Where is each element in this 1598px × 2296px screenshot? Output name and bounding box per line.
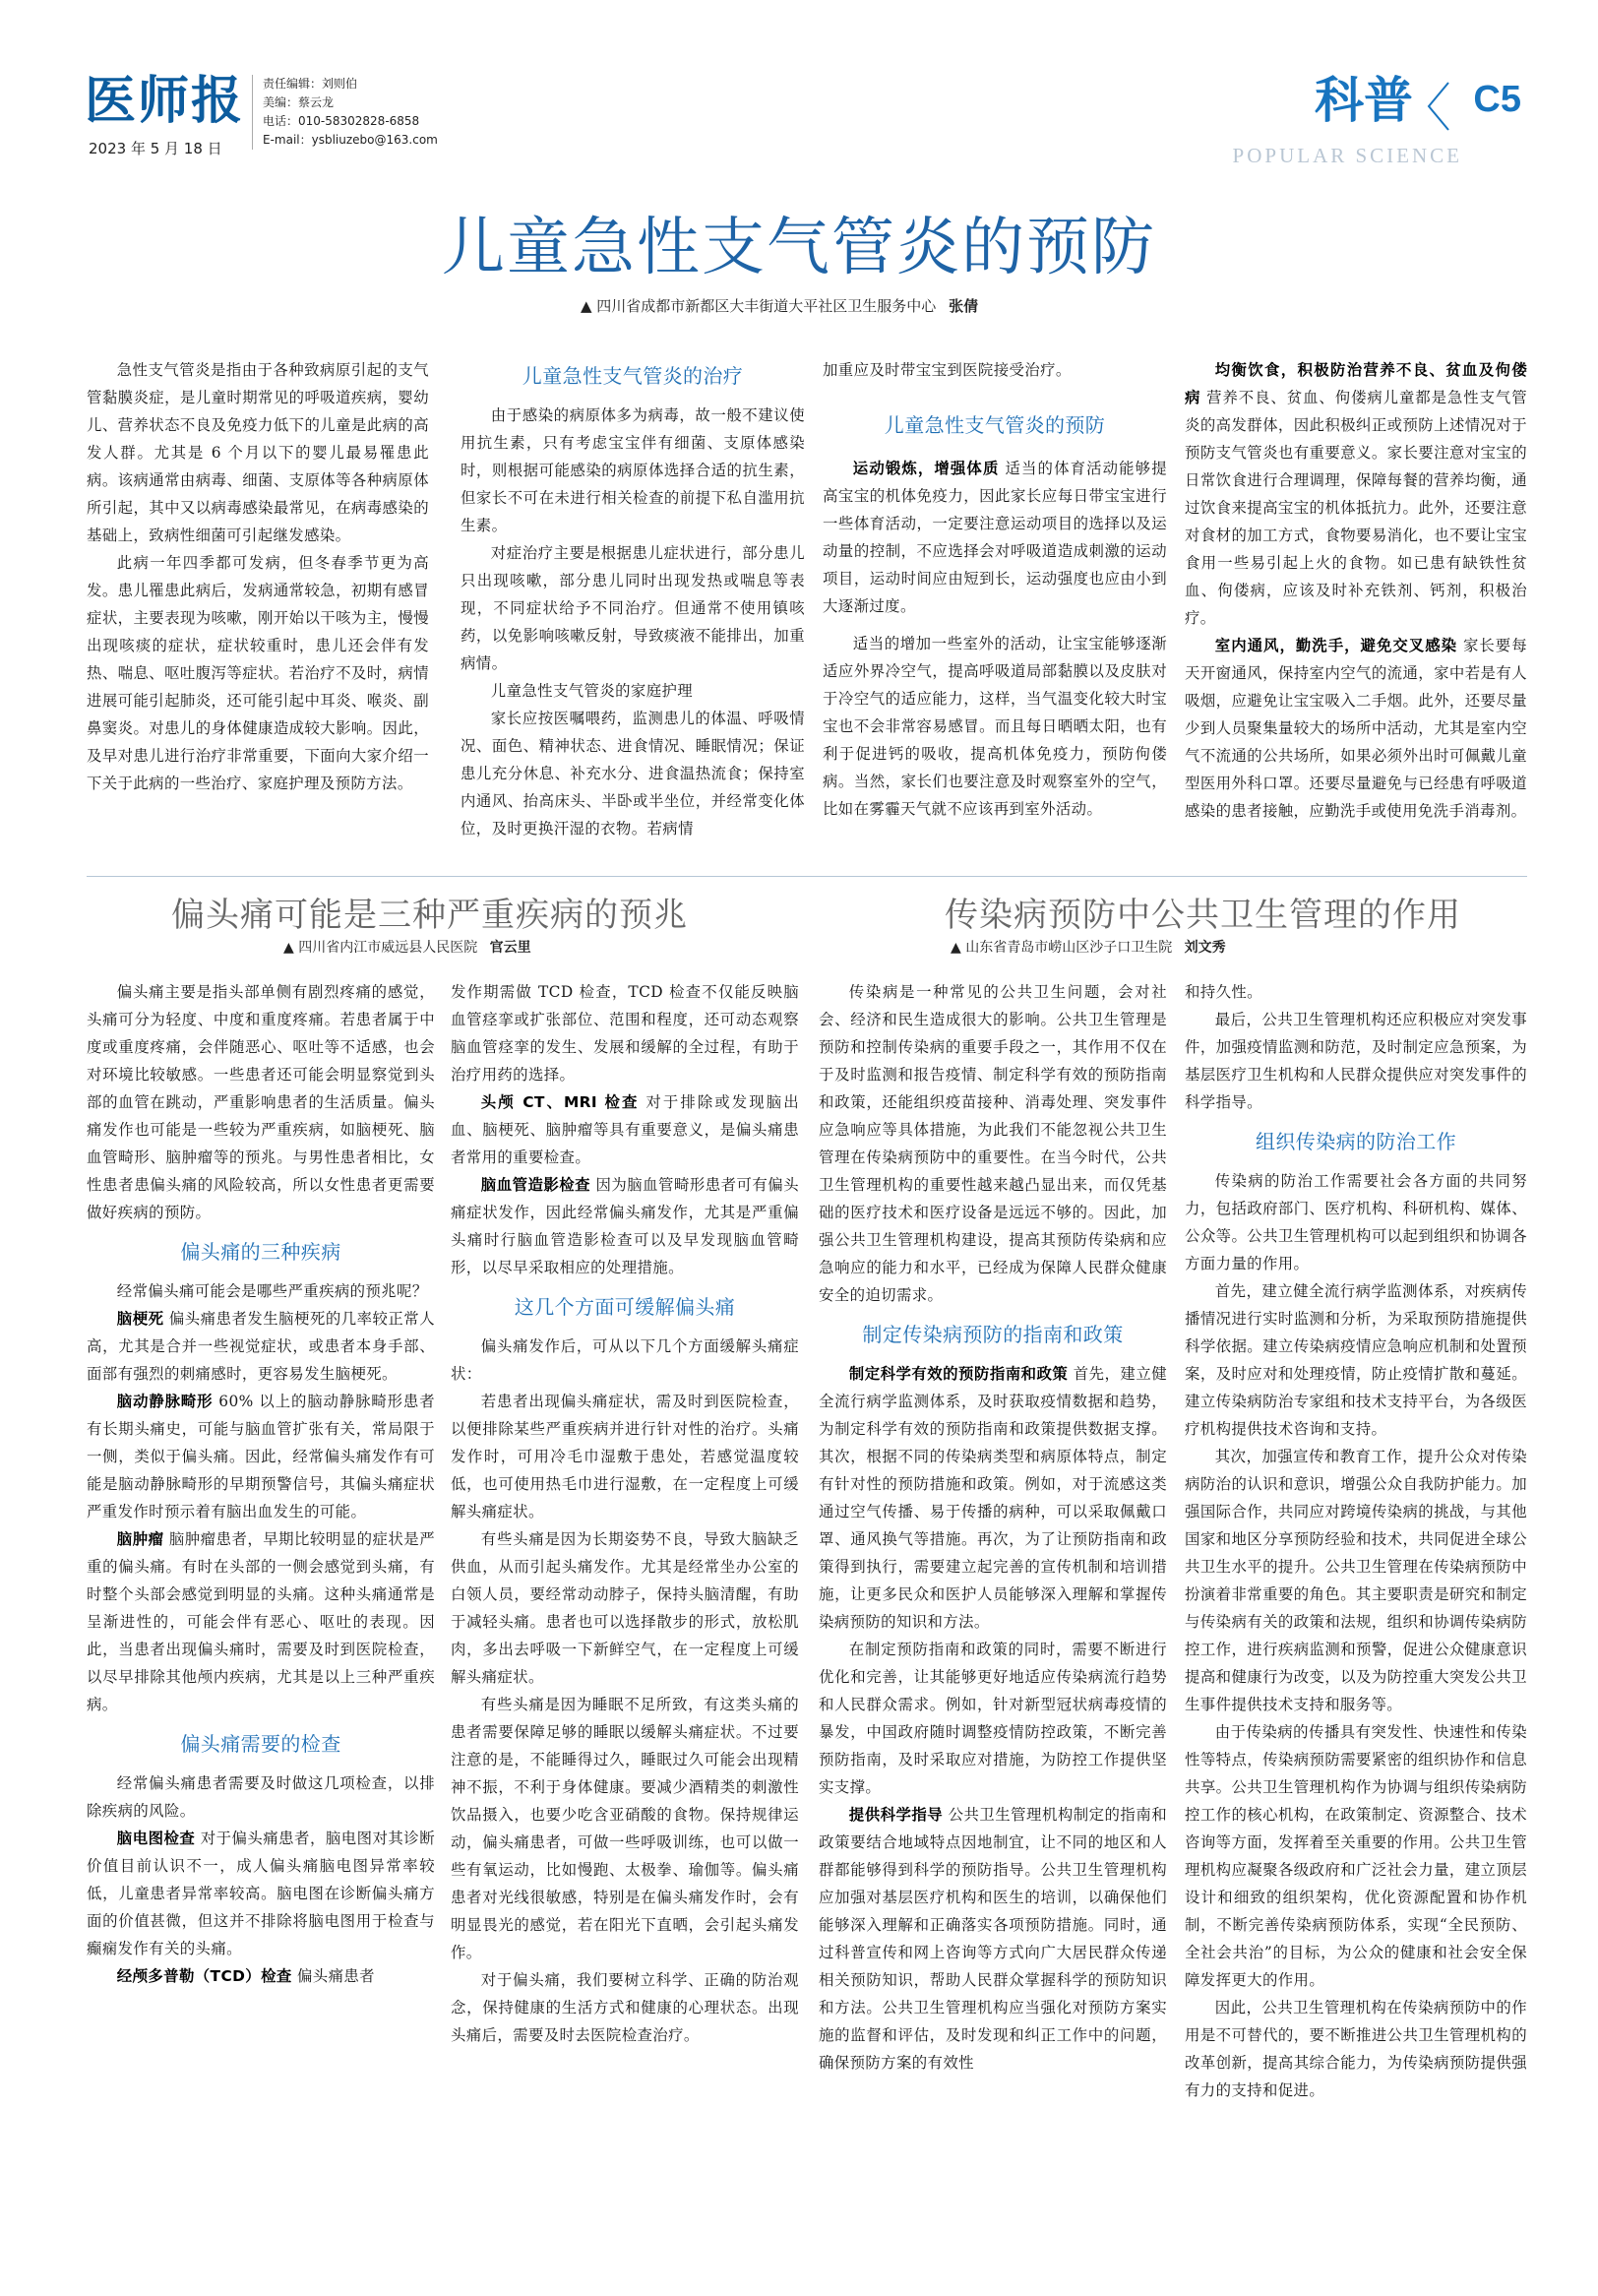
article1-byline bbox=[581, 295, 978, 316]
subheading: 儿童急性支气管炎的治疗 bbox=[522, 364, 744, 388]
paragraph: 室内通风，勤洗手，避免交叉感染 家长要每天开窗通风，保持室内空气的流通，家中若是有人吸烟，应避免让宝宝吸入二手烟。此外，还要尽量少到人员聚集量较大的场所中活动，尤其是室内空气不流通的公共场所，如果必须外出时可佩戴儿童型医用外科口罩。还要尽量避免与已经患有呼吸道感染的患者接触，应勤洗手或使用免洗手消毒剂。 bbox=[1185, 637, 1527, 820]
paragraph: 有些头痛是因为长期姿势不良，导致大脑缺乏供血，从而引起头痛发作。尤其是经常坐办公室的白领人员，要经常动动脖子，保持头脑清醒，有助于减轻头痛。患者也可以选择散步的形式，放松肌肉，多出去呼吸一下新鲜空气，在一定程度上可缓解头痛症状。 bbox=[451, 1530, 799, 1686]
article3-byline bbox=[951, 937, 1226, 957]
article2-affiliation: ▲ 四川省内江市威远县人民医院 bbox=[283, 940, 478, 956]
masthead bbox=[85, 71, 1521, 165]
paragraph: 均衡饮食，积极防治营养不良、贫血及佝偻病 营养不良、贫血、佝偻病儿童都是急性支气管炎的高发群体，因此积极纠正或预防上述情况对于预防支气管炎也有重要意义。家长要注意对宝宝的日常饮食进行合理调理，保障每餐的营养均衡，通过饮食来提高宝宝的机体抵抗力。此外，还要注意对食材的加工方式，食物要易消化，也不要让宝宝食用一些易引起上火的食物。如已患有缺铁性贫血、佝偻病，应该及时补充铁剂、钙剂，积极治疗。 bbox=[1185, 361, 1527, 627]
paragraph: 经颅多普勒（TCD）检查 偏头痛患者 bbox=[116, 1967, 375, 1985]
page-number: C5 bbox=[1473, 79, 1521, 120]
paragraph: 适当的增加一些室外的活动，让宝宝能够逐渐适应外界冷空气，提高呼吸道局部黏膜以及皮肤对于冷空气的适应能力，这样，当气温变化较大时宝宝也不会非常容易感冒。而且每日晒晒太阳，也有利于促进钙的吸收，提高机体免疫力，预防佝偻病。当然，家长们也要注意及时观察室外的空气，比如在雾霾天气就不应该再到室外活动。 bbox=[823, 635, 1167, 818]
article1-author: 张倩 bbox=[949, 297, 979, 315]
subheading: 偏头痛的三种疾病 bbox=[180, 1240, 341, 1264]
phone: 电话：010-58302828-6858 bbox=[263, 114, 420, 128]
article1-column-3 bbox=[823, 356, 1167, 823]
newspaper-logo: 医师报 bbox=[85, 72, 245, 131]
paragraph: 对症治疗主要是根据患儿症状进行，部分患儿只出现咳嗽，部分患儿同时出现发热或喘息等表现，不同症状给予不同治疗。但通常不使用镇咳药，以免影响咳嗽反射，导致痰液不能排出，加重病情。 bbox=[461, 544, 805, 672]
subheading: 组织传染病的防治工作 bbox=[1256, 1130, 1456, 1153]
article1-column-2 bbox=[461, 350, 805, 842]
article1-title: 儿童急性支气管炎的预防 bbox=[442, 212, 1156, 284]
article3-title: 传染病预防中公共卫生管理的作用 bbox=[945, 896, 1461, 935]
article2-column-1 bbox=[87, 978, 435, 1990]
designer: 美编：蔡云龙 bbox=[263, 95, 335, 109]
paragraph: 运动锻炼，增强体质 适当的体育活动能够提高宝宝的机体免疫力，因此家长应每日带宝宝进行一些体育活动，一定要注意运动项目的选择以及运动量的控制，不应选择会对呼吸道造成刺激的运动项目，运动时间应由短到长，运动强度也应由小到大逐渐过度。 bbox=[823, 460, 1167, 615]
paragraph: 脑动静脉畸形 60% 以上的脑动静脉畸形患者有长期头痛史，可能与脑血管扩张有关，常局限于一侧，类似于偏头痛。因此，经常偏头痛发作有可能是脑动静脉畸形的早期预警信号，其偏头痛症状严重发作时预示着有脑出血发生的可能。 bbox=[87, 1393, 435, 1520]
section-header bbox=[1187, 71, 1521, 165]
subheading: 这几个方面可缓解偏头痛 bbox=[514, 1295, 736, 1319]
paragraph: 家长应按医嘱喂药，监测患儿的体温、呼吸情况、面色、精神状态、进食情况、睡眠情况；保证患儿充分休息、补充水分、进食温热流食；保持室内通风、抬高床头、半卧或半坐位，并经常变化体位，及时更换汗湿的衣物。若病情 bbox=[461, 710, 805, 838]
paragraph: 对于偏头痛，我们要树立科学、正确的防治观念，保持健康的生活方式和健康的心理状态。出现头痛后，需要及时去医院检查治疗。 bbox=[451, 1971, 799, 2044]
paragraph: 此病一年四季都可发病，但冬春季节更为高发。患儿罹患此病后，发病通常较急，初期有感冒症状，主要表现为咳嗽，刚开始以干咳为主，慢慢出现咳痰的症状，症状较重时，患儿还会伴有发热、喘息、呕吐腹泻等症状。若治疗不及时，病情进展可能引起肺炎，还可能引起中耳炎、喉炎、副鼻窦炎。对患儿的身体健康造成较大影响。因此，及早对患儿进行治疗非常重要，下面向大家介绍一下关于此病的一些治疗、家庭护理及预防方法。 bbox=[87, 554, 429, 792]
lead-phrase: 制定科学有效的预防指南和政策 bbox=[848, 1365, 1069, 1383]
article3-column-2 bbox=[1185, 978, 1527, 2104]
subheading: 偏头痛需要的检查 bbox=[180, 1732, 341, 1756]
lead-phrase: 均衡饮食，积极防治营养不良、贫血及佝偻病 bbox=[1185, 361, 1527, 406]
subheading: 儿童急性支气管炎的预防 bbox=[884, 413, 1106, 437]
article2-author: 官云里 bbox=[489, 940, 531, 956]
article2-title: 偏头痛可能是三种严重疾病的预兆 bbox=[171, 896, 688, 935]
paragraph: 由于感染的病原体多为病毒，故一般不建议使用抗生素，只有考虑宝宝伴有细菌、支原体感染时，则根据可能感染的病原体选择合适的抗生素，但家长不可在未进行相关检查的前提下私自滥用抗生素。 bbox=[461, 406, 805, 534]
lead-phrase: 脑肿瘤 bbox=[116, 1530, 164, 1548]
paragraph: 发作期需做 TCD 检查，TCD 检查不仅能反映脑血管痉挛或扩张部位、范围和程度，还可动态观察脑血管痉挛的发生、发展和缓解的全过程，有助于治疗用药的选择。 bbox=[451, 983, 799, 1084]
paragraph: 加重应及时带宝宝到医院接受治疗。 bbox=[823, 361, 1072, 379]
lead-phrase: 脑血管造影检查 bbox=[480, 1176, 591, 1194]
paragraph: 脑梗死 偏头痛患者发生脑梗死的几率较正常人高，尤其是合并一些视觉症状，或患者本身手部、面部有强烈的刺痛感时，更容易发生脑梗死。 bbox=[87, 1310, 435, 1383]
paragraph: 经常偏头痛可能会是哪些严重疾病的预兆呢？ bbox=[116, 1282, 428, 1300]
paragraph: 其次，加强宣传和教育工作，提升公众对传染病防治的认识和意识，增强公众自我防护能力。加强国际合作，共同应对跨境传染病的挑战，与其他国家和地区分享预防经验和技术，共同促进全球公共卫生水平的提升。公共卫生管理在传染病预防中扮演着非常重要的角色。其主要职责是研究和制定与传染病有关的政策和法规，组织和协调传染病防控工作，进行疾病监测和预警，促进公众健康意识提高和健康行为改变，以及为防控重大突发公共卫生事件提供技术支持和服务等。 bbox=[1185, 1448, 1527, 1713]
lead-phrase: 脑动静脉畸形 bbox=[116, 1393, 214, 1410]
subheading: 制定传染病预防的指南和政策 bbox=[862, 1323, 1124, 1346]
chevron-left-icon bbox=[1423, 79, 1452, 134]
paragraph: 和持久性。 bbox=[1185, 983, 1262, 1001]
lead-phrase: 室内通风，勤洗手，避免交叉感染 bbox=[1214, 637, 1458, 654]
paragraph: 传染病是一种常见的公共卫生问题，会对社会、经济和民生造成很大的影响。公共卫生管理是预防和控制传染病的重要手段之一，其作用不仅在于及时监测和报告疫情、制定科学有效的预防指南和政策，还能组织疫苗接种、消毒处理、突发事件应急响应等具体措施，为此我们不能忽视公共卫生管理在传染病预防中的重要性。在当今时代，公共卫生管理机构的重要性越来越凸显出来，而仅凭基础的医疗技术和医疗设备是远远不够的。因此，加强公共卫生管理机构建设，提高其预防传染病和应急响应的能力和水平，已经成为保障人民群众健康安全的迫切需求。 bbox=[819, 983, 1167, 1304]
paragraph: 在制定预防指南和政策的同时，需要不断进行优化和完善，让其能够更好地适应传染病流行趋势和人民群众需求。例如，针对新型冠状病毒疫情的暴发，中国政府随时调整疫情防控政策，不断完善预防指南，及时采取应对措施，为防控工作提供坚实支撑。 bbox=[819, 1641, 1167, 1796]
paragraph: 儿童急性支气管炎的家庭护理 bbox=[490, 682, 694, 700]
divider bbox=[87, 876, 1527, 877]
lead-phrase: 头颅 CT、MRI 检查 bbox=[480, 1093, 640, 1111]
paragraph: 最后，公共卫生管理机构还应积极应对突发事件，加强疫情监测和防范，及时制定应急预案，为基层医疗卫生机构和人民群众提供应对突发事件的科学指导。 bbox=[1185, 1011, 1527, 1111]
issue-date: 2023 年 5 月 18 日 bbox=[89, 140, 222, 157]
paragraph: 传染病的防治工作需要社会各方面的共同努力，包括政府部门、医疗机构、科研机构、媒体、公众等。公共卫生管理机构可以起到组织和协调各方面力量的作用。 bbox=[1185, 1172, 1527, 1272]
editor-info bbox=[252, 75, 438, 150]
lead-phrase: 运动锻炼，增强体质 bbox=[852, 460, 1000, 477]
editor: 责任编辑：刘则伯 bbox=[263, 77, 358, 91]
paragraph: 脑电图检查 对于偏头痛患者，脑电图对其诊断价值目前认识不一，成人偏头痛脑电图异常率较低，儿童患者异常率较高。脑电图在诊断偏头痛方面的价值甚微，但这并不排除将脑电图用于检查与癫痫发作有关的头痛。 bbox=[87, 1830, 435, 1957]
paragraph: 若患者出现偏头痛症状，需及时到医院检查，以便排除某些严重疾病并进行针对性的治疗。头痛发作时，可用冷毛巾湿敷于患处，若感觉温度较低，也可使用热毛巾进行湿敷，在一定程度上可缓解头痛症状。 bbox=[451, 1393, 799, 1520]
paragraph: 头颅 CT、MRI 检查 对于排除或发现脑出血、脑梗死、脑肿瘤等具有重要意义，是偏头痛患者常用的重要检查。 bbox=[451, 1093, 800, 1166]
paragraph: 因此，公共卫生管理机构在传染病预防中的作用是不可替代的，要不断推进公共卫生管理机构的改革创新，提高其综合能力，为传染病预防提供强有力的支持和促进。 bbox=[1185, 1999, 1527, 2099]
paragraph: 制定科学有效的预防指南和政策 首先，建立健全流行病学监测体系，及时获取疫情数据和趋势，为制定科学有效的预防指南和政策提供数据支撑。其次，根据不同的传染病类型和病原体特点，制定有针对性的预防措施和政策。例如，对于流感这类通过空气传播、易于传播的病种，可以采取佩戴口罩、通风换气等措施。再次，为了让预防指南和政策得到执行，需要建立起完善的宣传机制和培训措施，让更多民众和医护人员能够深入理解和掌握传染病预防的知识和方法。 bbox=[819, 1365, 1167, 1631]
paragraph: 有些头痛是因为睡眠不足所致，有这类头痛的患者需要保障足够的睡眠以缓解头痛症状。不过要注意的是，不能睡得过久，睡眠过久可能会出现精神不振，不利于身体健康。要减少酒精类的刺激性饮品摄入，也要少吃含亚硝酸的食物。保持规律运动，偏头痛患者，可做一些呼吸训练，也可以做一些有氧运动，比如慢跑、太极拳、瑜伽等。偏头痛患者对光线很敏感，特别是在偏头痛发作时，会有明显畏光的感觉，若在阳光下直晒，会引起头痛发作。 bbox=[451, 1696, 799, 1961]
paragraph: 偏头痛主要是指头部单侧有剧烈疼痛的感觉，头痛可分为轻度、中度和重度疼痛。若患者属于中度或重度疼痛，会伴随恶心、呕吐等不适感，也会对环境比较敏感。一些患者还可能会明显察觉到头部的血管在跳动，严重影响患者的生活质量。偏头痛发作也可能是一些较为严重疾病，如脑梗死、脑血管畸形、脑肿瘤等的预兆。与男性患者相比，女性患者患偏头痛的风险较高，所以女性患者更需要做好疾病的预防。 bbox=[87, 983, 435, 1221]
article1-affiliation: ▲ 四川省成都市新都区大丰街道大平社区卫生服务中心 bbox=[581, 297, 937, 315]
article3-affiliation: ▲ 山东省青岛市崂山区沙子口卫生院 bbox=[951, 940, 1173, 956]
lead-phrase: 脑电图检查 bbox=[116, 1830, 196, 1847]
paragraph: 急性支气管炎是指由于各种致病原引起的支气管黏膜炎症，是儿童时期常见的呼吸道疾病，婴幼儿、营养状态不良及免疫力低下的儿童是此病的高发人群。尤其是 6 个月以下的婴儿最易罹患此病。该病通常由病毒、细菌、支原体等各种病原体所引起，其中又以病毒感染最常见，在病毒感染的基础上，致病性细菌可引起继发感染。 bbox=[87, 361, 429, 544]
paragraph: 提供科学指导 公共卫生管理机构制定的指南和政策要结合地域特点因地制宜，让不同的地区和人群都能够得到科学的预防指导。公共卫生管理机构应加强对基层医疗机构和医生的培训，以确保他们能够深入理解和正确落实各项预防措施。同时，通过科普宣传和网上咨询等方式向广大居民群众传递相关预防知识，帮助人民群众掌握科学的预防知识和方法。公共卫生管理机构应当强化对预防方案实施的监督和评估，及时发现和纠正工作中的问题，确保预防方案的有效性 bbox=[819, 1806, 1167, 2072]
lead-phrase: 经颅多普勒（TCD）检查 bbox=[116, 1967, 292, 1985]
paragraph: 由于传染病的传播具有突发性、快速性和传染性等特点，传染病预防需要紧密的组织协作和信息共享。公共卫生管理机构作为协调与组织传染病防控工作的核心机构，在政策制定、资源整合、技术咨询等方面，发挥着至关重要的作用。公共卫生管理机构应凝聚各级政府和广泛社会力量，建立顶层设计和细致的组织架构，优化资源配置和协作机制，不断完善传染病预防体系，实现“全民预防、全社会共治”的目标，为公众的健康和社会安全保障发挥更大的作用。 bbox=[1185, 1723, 1527, 1989]
paragraph: 脑肿瘤 脑肿瘤患者，早期比较明显的症状是严重的偏头痛。有时在头部的一侧会感觉到头痛，有时整个头部会感觉到明显的头痛。这种头痛通常是呈渐进性的，可能会伴有恶心、呕吐的表现。因此，当患者出现偏头痛时，需要及时到医院检查，以尽早排除其他颅内疾病，尤其是以上三种严重疾病。 bbox=[87, 1530, 435, 1713]
article2-byline bbox=[283, 937, 531, 957]
paragraph: 首先，建立健全流行病学监测体系，对疾病传播情况进行实时监测和分析，为采取预防措施提供科学依据。建立传染病疫情应急响应机制和处置预案，及时应对和处理疫情，防止疫情扩散和蔓延。建立传染病防治专家组和技术支持平台，为各级医疗机构提供技术咨询和支持。 bbox=[1185, 1282, 1527, 1438]
paragraph: 经常偏头痛患者需要及时做这几项检查，以排除疾病的风险。 bbox=[87, 1774, 435, 1820]
paragraph: 脑血管造影检查 因为脑血管畸形患者可有偏头痛症状发作，因此经常偏头痛发作，尤其是严重偏头痛时行脑血管造影检查可以及早发现脑血管畸形，以尽早采取相应的处理措施。 bbox=[451, 1176, 799, 1276]
lead-phrase: 提供科学指导 bbox=[848, 1806, 944, 1824]
section-name-english: POPULAR SCIENCE bbox=[1232, 144, 1462, 167]
article1-column-1 bbox=[87, 356, 429, 797]
section-name: 科普 bbox=[1315, 72, 1413, 129]
email: E-mail：ysbliuzebo@163.com bbox=[263, 133, 438, 147]
article3-column-1 bbox=[819, 978, 1167, 2077]
paragraph: 偏头痛发作后，可从以下几个方面缓解头痛症状： bbox=[451, 1337, 799, 1383]
lead-phrase: 脑梗死 bbox=[116, 1310, 164, 1328]
article3-author: 刘文秀 bbox=[1184, 940, 1226, 956]
article2-column-2 bbox=[451, 978, 799, 2049]
article1-column-4 bbox=[1185, 356, 1527, 825]
